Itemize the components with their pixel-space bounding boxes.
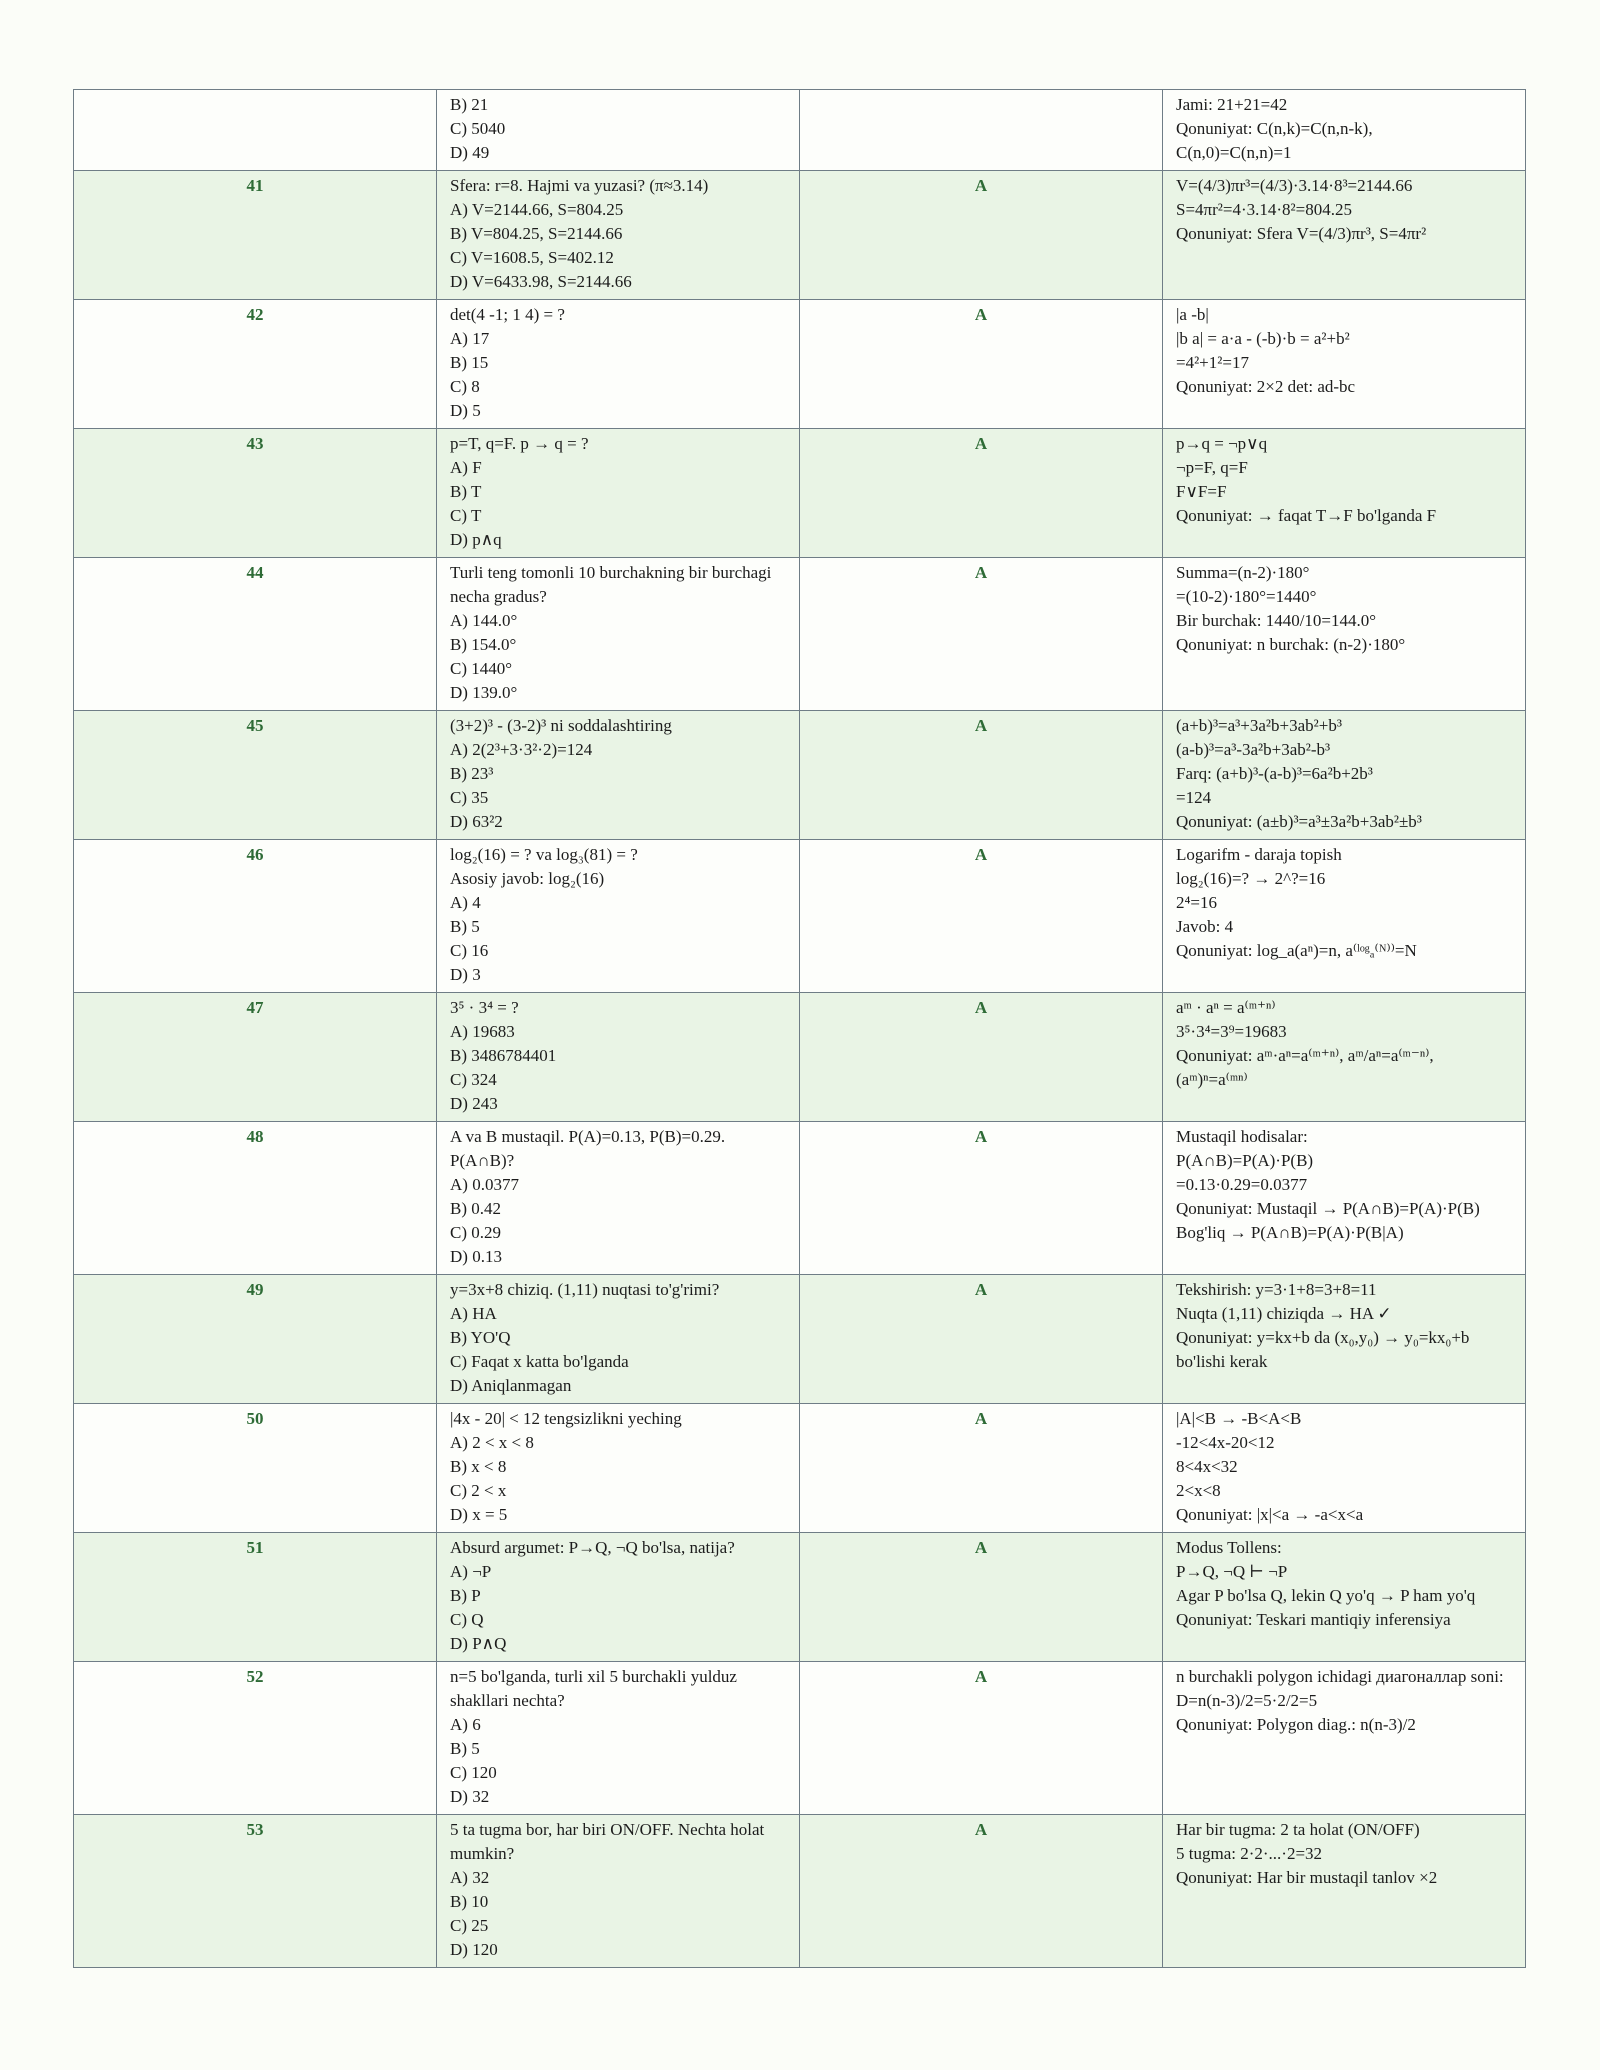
question-line: Sfera: r=8. Hajmi va yuzasi? (π≈3.14) — [450, 176, 709, 195]
question-line: C) 35 — [450, 788, 489, 807]
answer-cell: A — [800, 429, 1163, 558]
question-line: D) 243 — [450, 1094, 498, 1113]
solution-cell — [1163, 1275, 1526, 1404]
solution-line: Qonuniyat: n burchak: (n-2)·180° — [1176, 635, 1406, 654]
question-number: 47 — [74, 993, 437, 1122]
table-row — [74, 840, 1526, 993]
question-number — [74, 90, 437, 171]
question-number: 50 — [74, 1404, 437, 1533]
solution-line: C(n,0)=C(n,n)=1 — [1176, 143, 1292, 162]
question-number: 49 — [74, 1275, 437, 1404]
solution-line: 2<x<8 — [1176, 1481, 1221, 1500]
solution-line: Qonuniyat: C(n,k)=C(n,n-k), — [1176, 119, 1373, 138]
solution-line: log₂(16)=? → 2^?=16 — [1176, 869, 1326, 888]
solution-line: 5 tugma: 2·2·...·2=32 — [1176, 1844, 1323, 1863]
solution-line: D=n(n-3)/2=5·2/2=5 — [1176, 1691, 1318, 1710]
solution-cell — [1163, 1122, 1526, 1275]
solution-line: =124 — [1176, 788, 1212, 807]
solution-line: V=(4/3)πr³=(4/3)·3.14·8³=2144.66 — [1176, 176, 1413, 195]
question-cell — [437, 1533, 800, 1662]
solution-cell — [1163, 300, 1526, 429]
question-number: 41 — [74, 171, 437, 300]
solution-line: aᵐ · aⁿ = a⁽ᵐ⁺ⁿ⁾ — [1176, 998, 1276, 1017]
question-line: A) 19683 — [450, 1022, 515, 1041]
solution-line: Qonuniyat: |x|<a → -a<x<a — [1176, 1505, 1364, 1524]
question-line: det(4 -1; 1 4) = ? — [450, 305, 565, 324]
solution-line: Qonuniyat: Polygon diag.: n(n-3)/2 — [1176, 1715, 1416, 1734]
question-line: B) 5 — [450, 1739, 480, 1758]
answer-cell: A — [800, 993, 1163, 1122]
table-row — [74, 171, 1526, 300]
solution-line: (aᵐ)ⁿ=a⁽ᵐⁿ⁾ — [1176, 1070, 1248, 1089]
solution-line: Qonuniyat: y=kx+b da (x₀,y₀) → y₀=kx₀+b — [1176, 1328, 1470, 1347]
question-line: D) 3 — [450, 965, 481, 984]
solution-line: Logarifm - daraja topish — [1176, 845, 1342, 864]
question-line: D) P∧Q — [450, 1634, 507, 1653]
question-line: C) 8 — [450, 377, 480, 396]
question-line: C) 0.29 — [450, 1223, 501, 1242]
question-line: B) P — [450, 1586, 481, 1605]
question-line: D) 120 — [450, 1940, 498, 1959]
solution-line: bo'lishi kerak — [1176, 1352, 1268, 1371]
solution-cell — [1163, 1533, 1526, 1662]
question-line: A) ¬P — [450, 1562, 492, 1581]
table-row — [74, 558, 1526, 711]
answer-cell: A — [800, 1533, 1163, 1662]
solution-line: Bir burchak: 1440/10=144.0° — [1176, 611, 1377, 630]
solution-line: Qonuniyat: Sfera V=(4/3)πr³, S=4πr² — [1176, 224, 1427, 243]
solution-line: =(10-2)·180°=1440° — [1176, 587, 1317, 606]
question-line: C) T — [450, 506, 482, 525]
question-line: A) 4 — [450, 893, 481, 912]
question-line: Asosiy javob: log₂(16) — [450, 869, 605, 888]
question-cell — [437, 429, 800, 558]
question-cell — [437, 1662, 800, 1815]
question-line: A) HA — [450, 1304, 497, 1323]
question-line: C) 25 — [450, 1916, 489, 1935]
questions-table-body — [74, 90, 1526, 1968]
solution-line: Tekshirish: y=3·1+8=3+8=11 — [1176, 1280, 1377, 1299]
question-line: D) p∧q — [450, 530, 502, 549]
solution-cell — [1163, 1404, 1526, 1533]
question-line: B) 23³ — [450, 764, 494, 783]
solution-line: p→q = ¬p∨q — [1176, 434, 1268, 453]
solution-line: Qonuniyat: Mustaqil → P(A∩B)=P(A)·P(B) — [1176, 1199, 1480, 1218]
question-cell — [437, 90, 800, 171]
question-line: D) 32 — [450, 1787, 490, 1806]
solution-line: Summa=(n-2)·180° — [1176, 563, 1310, 582]
question-cell — [437, 171, 800, 300]
question-line: D) 5 — [450, 401, 481, 420]
questions-table — [73, 89, 1526, 1968]
question-line: C) 5040 — [450, 119, 506, 138]
question-line: B) x < 8 — [450, 1457, 507, 1476]
question-line: B) V=804.25, S=2144.66 — [450, 224, 623, 243]
question-line: A) 144.0° — [450, 611, 518, 630]
solution-line: n burchakli polygon ichidagi диагоналлар soni: — [1176, 1667, 1504, 1686]
question-line: A) V=2144.66, S=804.25 — [450, 200, 624, 219]
question-line: A) 2(2³+3·3²·2)=124 — [450, 740, 593, 759]
question-line: D) x = 5 — [450, 1505, 508, 1524]
solution-line: =0.13·0.29=0.0377 — [1176, 1175, 1308, 1194]
solution-line: Qonuniyat: aᵐ·aⁿ=a⁽ᵐ⁺ⁿ⁾, aᵐ/aⁿ=a⁽ᵐ⁻ⁿ⁾, — [1176, 1046, 1434, 1065]
solution-line: S=4πr²=4·3.14·8²=804.25 — [1176, 200, 1352, 219]
solution-line: Jami: 21+21=42 — [1176, 95, 1288, 114]
question-number: 51 — [74, 1533, 437, 1662]
question-number: 43 — [74, 429, 437, 558]
question-number: 42 — [74, 300, 437, 429]
question-line: P(A∩B)? — [450, 1151, 515, 1170]
question-line: (3+2)³ - (3-2)³ ni soddalashtiring — [450, 716, 672, 735]
question-number: 48 — [74, 1122, 437, 1275]
question-line: C) 2 < x — [450, 1481, 507, 1500]
question-line: C) 120 — [450, 1763, 497, 1782]
solution-line: Qonuniyat: 2×2 det: ad-bc — [1176, 377, 1356, 396]
solution-line: Qonuniyat: log_a(aⁿ)=n, a⁽ˡᵒᵍₐ⁽ᴺ⁾⁾=N — [1176, 941, 1417, 960]
solution-line: Qonuniyat: → faqat T→F bo'lganda F — [1176, 506, 1437, 525]
question-line: A va B mustaqil. P(A)=0.13, P(B)=0.29. — [450, 1127, 726, 1146]
question-line: |4x - 20| < 12 tengsizlikni yeching — [450, 1409, 682, 1428]
question-cell — [437, 300, 800, 429]
question-line: p=T, q=F. p → q = ? — [450, 434, 589, 453]
solution-line: 8<4x<32 — [1176, 1457, 1238, 1476]
table-row — [74, 1815, 1526, 1968]
question-line: B) T — [450, 482, 482, 501]
question-line: D) 139.0° — [450, 683, 518, 702]
solution-line: Mustaqil hodisalar: — [1176, 1127, 1308, 1146]
table-row — [74, 993, 1526, 1122]
question-line: A) 6 — [450, 1715, 481, 1734]
question-line: C) 1440° — [450, 659, 513, 678]
solution-line: Bog'liq → P(A∩B)=P(A)·P(B|A) — [1176, 1223, 1404, 1242]
question-line: B) 0.42 — [450, 1199, 501, 1218]
question-line: n=5 bo'lganda, turli xil 5 burchakli yulduz shakllari nechta? — [450, 1667, 737, 1710]
question-line: D) V=6433.98, S=2144.66 — [450, 272, 632, 291]
question-line: D) 49 — [450, 143, 490, 162]
solution-line: Nuqta (1,11) chiziqda → HA ✓ — [1176, 1304, 1392, 1323]
solution-line: F∨F=F — [1176, 482, 1227, 501]
question-cell — [437, 840, 800, 993]
table-row — [74, 1275, 1526, 1404]
solution-line: Farq: (a+b)³-(a-b)³=6a²b+2b³ — [1176, 764, 1373, 783]
solution-cell — [1163, 993, 1526, 1122]
question-line: 5 ta tugma bor, har biri ON/OFF. Nechta holat mumkin? — [450, 1820, 765, 1863]
solution-line: (a-b)³=a³-3a²b+3ab²-b³ — [1176, 740, 1331, 759]
question-line: A) 2 < x < 8 — [450, 1433, 534, 1452]
answer-cell: A — [800, 711, 1163, 840]
answer-cell: A — [800, 1404, 1163, 1533]
table-row — [74, 1122, 1526, 1275]
solution-cell — [1163, 840, 1526, 993]
question-line: D) 63²2 — [450, 812, 503, 831]
table-row — [74, 711, 1526, 840]
solution-cell — [1163, 171, 1526, 300]
solution-line: Qonuniyat: (a±b)³=a³±3a²b+3ab²±b³ — [1176, 812, 1422, 831]
question-line: C) 324 — [450, 1070, 497, 1089]
question-line: B) 10 — [450, 1892, 489, 1911]
question-number: 46 — [74, 840, 437, 993]
solution-cell — [1163, 558, 1526, 711]
answer-cell: A — [800, 300, 1163, 429]
question-line: C) Q — [450, 1610, 484, 1629]
table-row — [74, 300, 1526, 429]
question-cell — [437, 993, 800, 1122]
solution-line: Qonuniyat: Teskari mantiqiy inferensiya — [1176, 1610, 1451, 1629]
question-line: B) 154.0° — [450, 635, 517, 654]
question-line: Turli teng tomonli 10 burchakning bir burchagi necha gradus? — [450, 563, 772, 606]
question-line: 3⁵ · 3⁴ = ? — [450, 998, 519, 1017]
solution-line: 3⁵·3⁴=3⁹=19683 — [1176, 1022, 1287, 1041]
solution-line: |A|<B → -B<A<B — [1176, 1409, 1302, 1428]
question-number: 45 — [74, 711, 437, 840]
question-cell — [437, 711, 800, 840]
solution-line: (a+b)³=a³+3a²b+3ab²+b³ — [1176, 716, 1342, 735]
question-line: C) V=1608.5, S=402.12 — [450, 248, 614, 267]
question-line: C) 16 — [450, 941, 489, 960]
question-number: 44 — [74, 558, 437, 711]
table-row — [74, 1404, 1526, 1533]
question-line: B) 3486784401 — [450, 1046, 557, 1065]
answer-cell: A — [800, 1275, 1163, 1404]
solution-line: Har bir tugma: 2 ta holat (ON/OFF) — [1176, 1820, 1420, 1839]
answer-cell — [800, 90, 1163, 171]
question-line: A) 32 — [450, 1868, 490, 1887]
question-line: A) F — [450, 458, 482, 477]
solution-line: Qonuniyat: Har bir mustaqil tanlov ×2 — [1176, 1868, 1438, 1887]
question-number: 53 — [74, 1815, 437, 1968]
question-cell — [437, 558, 800, 711]
solution-line: Javob: 4 — [1176, 917, 1234, 936]
solution-cell — [1163, 1815, 1526, 1968]
question-cell — [437, 1275, 800, 1404]
answer-cell: A — [800, 1662, 1163, 1815]
answer-cell: A — [800, 558, 1163, 711]
question-line: D) 0.13 — [450, 1247, 502, 1266]
solution-cell — [1163, 90, 1526, 171]
question-number: 52 — [74, 1662, 437, 1815]
question-cell — [437, 1815, 800, 1968]
solution-line: -12<4x-20<12 — [1176, 1433, 1275, 1452]
question-line: log₂(16) = ? va log₃(81) = ? — [450, 845, 638, 864]
table-row — [74, 90, 1526, 171]
table-row — [74, 429, 1526, 558]
question-line: B) 5 — [450, 917, 480, 936]
solution-line: |b a| = a·a - (-b)·b = a²+b² — [1176, 329, 1350, 348]
solution-line: Agar P bo'lsa Q, lekin Q yo'q → P ham yo'q — [1176, 1586, 1476, 1605]
answer-cell: A — [800, 1122, 1163, 1275]
solution-line: P(A∩B)=P(A)·P(B) — [1176, 1151, 1314, 1170]
table-row — [74, 1533, 1526, 1662]
question-cell — [437, 1404, 800, 1533]
question-line: Absurd argumet: P→Q, ¬Q bo'lsa, natija? — [450, 1538, 735, 1557]
table-row — [74, 1662, 1526, 1815]
answer-cell: A — [800, 1815, 1163, 1968]
question-line: D) Aniqlanmagan — [450, 1376, 572, 1395]
question-line: B) 21 — [450, 95, 489, 114]
solution-line: |a -b| — [1176, 305, 1209, 324]
question-line: A) 0.0377 — [450, 1175, 519, 1194]
question-line: B) 15 — [450, 353, 489, 372]
answer-cell: A — [800, 171, 1163, 300]
solution-cell — [1163, 429, 1526, 558]
solution-line: ¬p=F, q=F — [1176, 458, 1248, 477]
solution-line: Modus Tollens: — [1176, 1538, 1282, 1557]
question-line: B) YO'Q — [450, 1328, 511, 1347]
solution-cell — [1163, 711, 1526, 840]
solution-line: P→Q, ¬Q ⊢ ¬P — [1176, 1562, 1288, 1581]
question-cell — [437, 1122, 800, 1275]
question-line: y=3x+8 chiziq. (1,11) nuqtasi to'g'rimi? — [450, 1280, 720, 1299]
solution-line: =4²+1²=17 — [1176, 353, 1249, 372]
answer-cell: A — [800, 840, 1163, 993]
solution-cell — [1163, 1662, 1526, 1815]
solution-line: 2⁴=16 — [1176, 893, 1218, 912]
question-line: A) 17 — [450, 329, 490, 348]
question-line: C) Faqat x katta bo'lganda — [450, 1352, 629, 1371]
